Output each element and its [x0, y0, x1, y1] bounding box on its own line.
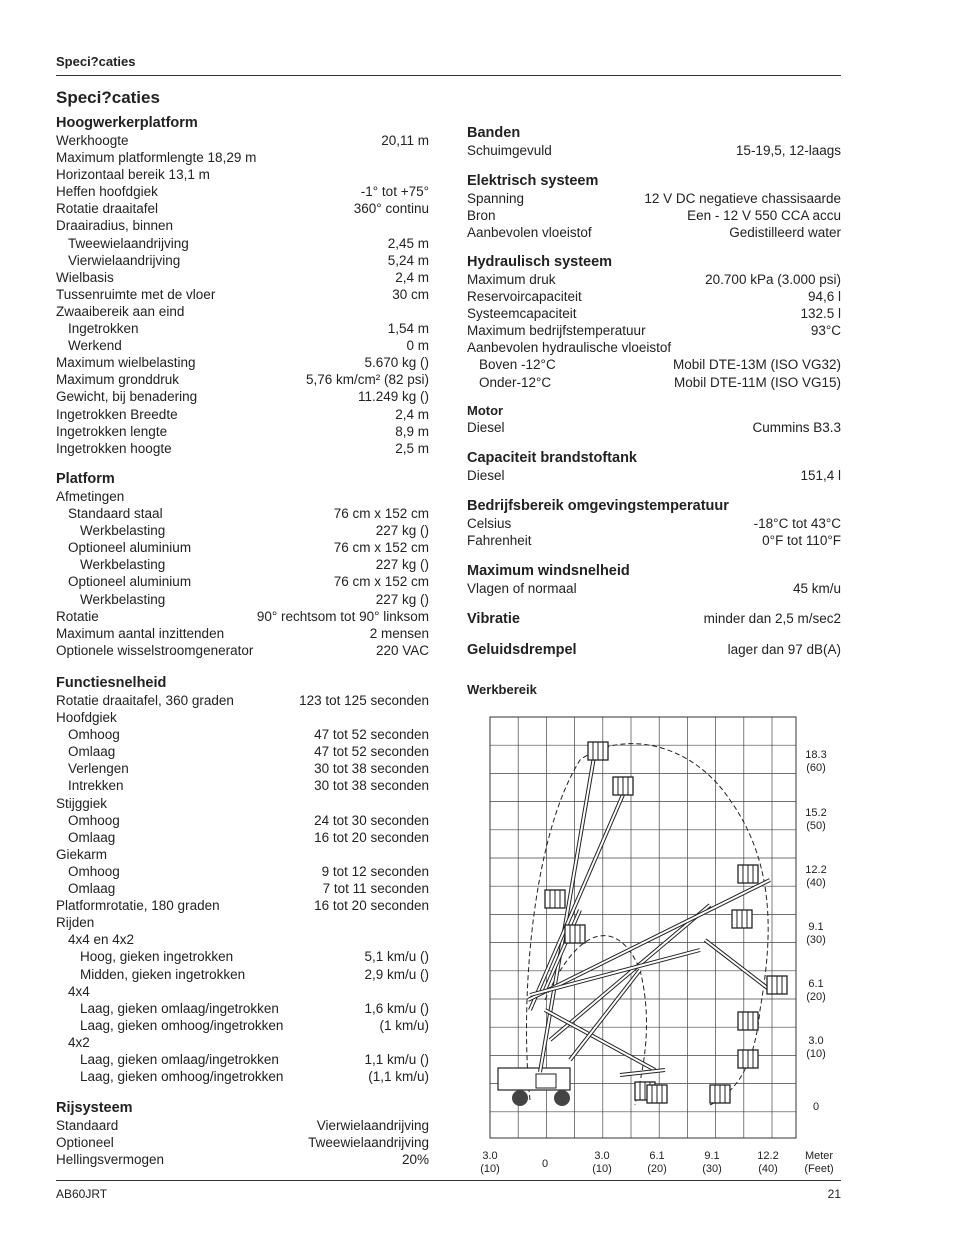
spec-value: 227 kg () [375, 557, 429, 573]
spec-row [56, 488, 429, 505]
spec-row [56, 556, 429, 573]
spec-row [56, 709, 429, 726]
spec-value: 9 tot 12 seconden [321, 863, 429, 879]
spec-value: 76 cm x 152 cm [333, 540, 429, 556]
spec-value: 360° continu [353, 201, 429, 217]
footer-page-number: 21 [827, 1187, 841, 1201]
spec-label: Diesel [467, 468, 505, 483]
y-axis-label: 15.2 [805, 807, 827, 819]
spec-label: Werkhoogte [56, 133, 129, 148]
spec-row [467, 190, 841, 207]
spec-value: 2,9 km/u () [364, 966, 429, 982]
spec-label: Celsius [467, 516, 512, 531]
spec-label: Rotatie draaitafel, 360 graden [56, 693, 234, 708]
spec-value: 11.249 kg () [357, 389, 429, 405]
spec-row [56, 522, 429, 539]
footer-rule [56, 1180, 841, 1181]
section-heading: Functiesnelheid [56, 675, 167, 691]
spec-row [56, 608, 429, 625]
spec-label: 4x2 [68, 1034, 90, 1050]
spec-row [56, 829, 429, 846]
section-heading: Hydraulisch systeem [467, 254, 613, 270]
unit-label-feet: (Feet) [804, 1163, 834, 1175]
spec-label: Vierwielaandrijving [68, 252, 181, 268]
vibratie-spec [467, 611, 841, 628]
spec-value: 76 cm x 152 cm [333, 506, 429, 522]
spec-row [56, 132, 429, 149]
spec-section [467, 450, 841, 484]
y-axis-label-feet: (50) [806, 820, 826, 832]
y-axis-label: 9.1 [808, 921, 824, 933]
spec-value: 7 tot 11 seconden [322, 881, 429, 897]
spec-value: Een - 12 V 550 CCA accu [687, 208, 841, 224]
spec-row [56, 880, 429, 897]
spec-value: (1 km/u) [379, 1017, 429, 1033]
spec-row [56, 897, 429, 914]
spec-label: Werkbelasting [80, 557, 166, 573]
spec-label: Midden, gieken ingetrokken [80, 966, 246, 982]
y-axis-label-feet: (10) [806, 1048, 826, 1060]
spec-label: Omlaag [68, 881, 116, 897]
spec-label: Ingetrokken Breedte [56, 406, 178, 422]
y-axis-label: 3.0 [808, 1035, 824, 1047]
spec-value: 1,1 km/u () [364, 1051, 429, 1067]
x-axis-label-feet: (30) [702, 1163, 722, 1175]
spec-row [467, 322, 841, 339]
spec-section [56, 471, 429, 659]
boom-arm-inner [705, 940, 770, 990]
spec-label: Hoog, gieken ingetrokken [80, 949, 234, 965]
spec-label: 4x4 [68, 983, 90, 999]
spec-value: 0°F tot 110°F [762, 533, 841, 549]
spec-value: 90° rechtsom tot 90° linksom [256, 608, 429, 624]
section-heading: Platform [56, 471, 115, 487]
spec-value: 220 VAC [375, 642, 429, 658]
spec-label: Zwaaibereik aan eind [56, 303, 185, 319]
spec-row [56, 320, 429, 337]
spec-section [467, 173, 841, 241]
werkbereik-heading: Werkbereik [467, 682, 537, 697]
spec-value: Tweewielaandrijving [308, 1135, 429, 1151]
spec-row [467, 580, 841, 597]
spec-value: 30 cm [392, 286, 429, 302]
spec-label: Maximum wielbelasting [56, 355, 196, 371]
spec-row [56, 539, 429, 556]
spec-row [56, 812, 429, 829]
x-axis-label: 3.0 [482, 1150, 498, 1162]
y-axis-label-feet: (30) [806, 934, 826, 946]
spec-row [56, 388, 429, 405]
y-axis-label-feet: (60) [806, 762, 826, 774]
spec-value: 15-19,5, 12-laags [735, 143, 841, 158]
page-title: Speci?caties [56, 88, 160, 107]
spec-section [467, 563, 841, 597]
section-heading: Capaciteit brandstoftank [467, 450, 637, 466]
x-axis-label: 9.1 [704, 1150, 720, 1162]
y-axis-label: 18.3 [805, 749, 827, 761]
spec-section [56, 1100, 429, 1168]
running-header: Speci?caties [56, 54, 136, 69]
spec-value: 1,54 m [387, 321, 429, 337]
section-heading: Maximum windsnelheid [467, 563, 630, 579]
spec-section [467, 402, 841, 436]
spec-value: 94,6 l [807, 289, 841, 305]
spec-label: Omlaag [68, 829, 116, 845]
spec-label: Onder-12°C [479, 374, 552, 390]
spec-label: Maximum gronddruk [56, 372, 180, 388]
spec-row [56, 149, 429, 166]
spec-value: 0 m [406, 338, 429, 354]
spec-row [56, 1134, 429, 1151]
spec-label: Platformrotatie, 180 graden [56, 898, 220, 914]
spec-row [56, 1051, 429, 1068]
spec-row [56, 423, 429, 440]
y-axis-label: 12.2 [805, 864, 827, 876]
header-rule [56, 75, 841, 76]
spec-label: Laag, gieken omhoog/ingetrokken [80, 1069, 284, 1085]
spec-label: Diesel [467, 420, 505, 435]
spec-row [56, 931, 429, 948]
spec-label: Standaard [56, 1118, 119, 1133]
spec-row [467, 224, 841, 241]
spec-label: Verlengen [68, 761, 129, 777]
spec-value: Gedistilleerd water [729, 225, 841, 241]
spec-label: Stijggiek [56, 795, 108, 811]
y-axis-label-feet: (40) [806, 877, 826, 889]
spec-label: Bron [467, 208, 496, 224]
spec-value: 20.700 kPa (3.000 psi) [705, 272, 841, 287]
spec-row [56, 286, 429, 303]
spec-label: Afmetingen [56, 489, 125, 504]
spec-label: Maximum platformlengte 18,29 m [56, 150, 257, 166]
spec-value: 5.670 kg () [364, 355, 429, 371]
spec-value: 45 km/u [792, 581, 841, 596]
wheel [554, 1090, 570, 1106]
x-axis-label: 0 [541, 1158, 549, 1170]
spec-label: Schuimgevuld [467, 143, 552, 158]
x-axis-label: 6.1 [649, 1150, 665, 1162]
spec-value: Mobil DTE-11M (ISO VG15) [673, 374, 841, 390]
spec-row [467, 288, 841, 305]
spec-value: 123 tot 125 seconden [299, 693, 429, 708]
spec-label: Vlagen of normaal [467, 581, 577, 596]
machine-body [498, 1068, 570, 1090]
spec-label: Omlaag [68, 744, 116, 760]
y-axis-label-feet: (20) [806, 991, 826, 1003]
spec-label: Aanbevolen hydraulische vloeistof [467, 340, 672, 356]
spec-row [56, 846, 429, 863]
footer-model: AB60JRT [56, 1187, 108, 1201]
geluid-spec [467, 642, 841, 659]
spec-value: 16 tot 20 seconden [314, 898, 429, 914]
spec-row [56, 252, 429, 269]
spec-value: 5,1 km/u () [364, 949, 429, 965]
spec-label: Systeemcapaciteit [467, 306, 577, 322]
spec-label: Standaard staal [68, 506, 163, 522]
spec-row [56, 505, 429, 522]
spec-row [467, 356, 841, 373]
spec-value: Cummins B3.3 [752, 420, 841, 435]
spec-row [56, 440, 429, 457]
spec-row [467, 339, 841, 356]
spec-value: 30 tot 38 seconden [314, 778, 429, 794]
spec-label: Optioneel [56, 1135, 114, 1151]
spec-row [56, 1034, 429, 1051]
spec-value: 227 kg () [375, 591, 429, 607]
spec-value: 2 mensen [369, 625, 429, 641]
spec-label: Boven -12°C [479, 357, 556, 373]
spec-row [56, 591, 429, 608]
spec-row [56, 948, 429, 965]
spec-value: 8,9 m [395, 423, 429, 439]
spec-value: -1° tot +75° [360, 184, 429, 200]
section-heading: Motor [467, 403, 504, 418]
spec-value: 47 tot 52 seconden [314, 727, 429, 743]
spec-label: Wielbasis [56, 269, 114, 285]
spec-value: 132.5 l [800, 306, 841, 322]
x-axis-label-feet: (40) [758, 1163, 778, 1175]
spec-value: 16 tot 20 seconden [314, 829, 429, 845]
spec-row [467, 271, 841, 288]
spec-label: Hellingsvermogen [56, 1152, 165, 1168]
spec-row [56, 743, 429, 760]
spec-value: 151,4 l [800, 468, 841, 483]
spec-row [56, 183, 429, 200]
spec-section [467, 125, 841, 159]
spec-row [467, 305, 841, 322]
spec-row [56, 573, 429, 590]
spec-label: Rijden [56, 915, 95, 931]
spec-label: Ingetrokken lengte [56, 423, 168, 439]
spec-label: Giekarm [56, 846, 108, 862]
wheel [512, 1090, 528, 1106]
spec-value: Vierwielaandrijving [316, 1118, 429, 1133]
spec-label: Omhoog [68, 863, 120, 879]
section-heading: Banden [467, 125, 521, 141]
spec-row [56, 337, 429, 354]
geluid-heading: Geluidsdrempel [467, 642, 577, 658]
spec-section [467, 254, 841, 391]
spec-row [56, 371, 429, 388]
spec-value: 20% [401, 1152, 429, 1168]
spec-row [56, 760, 429, 777]
x-axis-label: 3.0 [594, 1150, 610, 1162]
spec-label: Ingetrokken hoogte [56, 440, 172, 456]
spec-row [56, 642, 429, 659]
spec-row [56, 914, 429, 931]
spec-row [467, 142, 841, 159]
spec-label: Ingetrokken [68, 321, 139, 337]
spec-label: Optionele wisselstroomgenerator [56, 642, 254, 658]
spec-row [467, 532, 841, 549]
spec-section [56, 115, 429, 457]
spec-row [467, 374, 841, 391]
spec-row [56, 200, 429, 217]
spec-label: Reservoircapaciteit [467, 289, 582, 305]
spec-row [56, 354, 429, 371]
spec-row [467, 207, 841, 224]
vibratie-heading: Vibratie [467, 611, 520, 627]
spec-row [56, 166, 429, 183]
spec-label: 4x4 en 4x2 [68, 932, 135, 948]
spec-row [56, 692, 429, 709]
spec-label: Horizontaal bereik 13,1 m [56, 167, 210, 183]
spec-value: 2,4 m [395, 406, 429, 422]
x-axis-label-feet: (10) [592, 1163, 612, 1175]
spec-label: Rotatie draaitafel [56, 201, 159, 217]
spec-value: -18°C tot 43°C [753, 516, 841, 531]
spec-row [56, 269, 429, 286]
unit-label: Meter [804, 1150, 834, 1162]
spec-value: 93°C [810, 323, 841, 339]
spec-label: Werkend [68, 338, 122, 354]
spec-label: Werkbelasting [80, 591, 166, 607]
y-axis-label: 6.1 [808, 978, 824, 990]
spec-value: 24 tot 30 seconden [314, 812, 429, 828]
spec-row [467, 515, 841, 532]
spec-row [56, 1000, 429, 1017]
spec-row [56, 983, 429, 1000]
working-range-diagram [470, 710, 850, 1180]
section-heading: Hoogwerkerplatform [56, 115, 198, 131]
spec-row [56, 217, 429, 234]
spec-label: Fahrenheit [467, 533, 532, 549]
spec-row [56, 777, 429, 794]
spec-label: Laag, gieken omlaag/ingetrokken [80, 1051, 279, 1067]
spec-row [56, 726, 429, 743]
spec-value: 1,6 km/u () [364, 1000, 429, 1016]
spec-value: 12 V DC negatieve chassisaarde [644, 191, 841, 206]
spec-row [56, 625, 429, 642]
spec-label: Aanbevolen vloeistof [467, 225, 592, 241]
spec-label: Draairadius, binnen [56, 218, 174, 234]
spec-row [56, 863, 429, 880]
vibratie-value: minder dan 2,5 m/sec2 [703, 611, 841, 626]
spec-label: Laag, gieken omhoog/ingetrokken [80, 1017, 284, 1033]
spec-label: Werkbelasting [80, 523, 166, 539]
spec-row [467, 419, 841, 436]
section-heading: Rijsysteem [56, 1100, 133, 1116]
spec-label: Maximum bedrijfstemperatuur [467, 323, 646, 339]
spec-value: 2,45 m [387, 235, 429, 251]
x-axis-label: 12.2 [757, 1150, 779, 1162]
spec-label: Spanning [467, 191, 525, 206]
spec-value: 2,4 m [395, 269, 429, 285]
spec-label: Omhoog [68, 812, 120, 828]
spec-label: Hoofdgiek [56, 710, 117, 726]
spec-row [56, 303, 429, 320]
spec-label: Maximum aantal inzittenden [56, 625, 225, 641]
spec-label: Optioneel aluminium [68, 540, 192, 556]
spec-row [56, 1068, 429, 1085]
spec-label: Tweewielaandrijving [68, 235, 189, 251]
spec-row [56, 966, 429, 983]
spec-section [56, 675, 429, 1085]
spec-value: 20,11 m [381, 133, 429, 148]
spec-label: Intrekken [68, 778, 124, 794]
spec-label: Tussenruimte met de vloer [56, 286, 216, 302]
spec-value: (1,1 km/u) [368, 1069, 429, 1085]
spec-row [56, 795, 429, 812]
x-axis-label-feet: (10) [480, 1163, 500, 1175]
spec-value: 227 kg () [375, 523, 429, 539]
spec-label: Heffen hoofdgiek [56, 184, 158, 200]
spec-value: 2,5 m [395, 440, 429, 456]
spec-row [56, 1017, 429, 1034]
spec-row [56, 1151, 429, 1168]
spec-value: Mobil DTE-13M (ISO VG32) [672, 357, 841, 373]
spec-label: Rotatie [56, 608, 99, 624]
spec-row [467, 467, 841, 484]
spec-label: Optioneel aluminium [68, 574, 192, 590]
spec-value: 47 tot 52 seconden [314, 744, 429, 760]
spec-value: 76 cm x 152 cm [333, 574, 429, 590]
spec-value: 30 tot 38 seconden [314, 761, 429, 777]
spec-value: 5,24 m [387, 252, 429, 268]
spec-value: 5,76 km/cm² (82 psi) [305, 372, 429, 388]
spec-row [56, 1117, 429, 1134]
spec-label: Maximum druk [467, 272, 556, 287]
spec-row [56, 235, 429, 252]
x-axis-label-feet: (20) [647, 1163, 667, 1175]
spec-section [467, 498, 841, 549]
spec-row [56, 406, 429, 423]
section-heading: Elektrisch systeem [467, 173, 599, 189]
y-axis-label: 0 [812, 1101, 820, 1113]
section-heading: Bedrijfsbereik omgevingstemperatuur [467, 498, 729, 514]
spec-label: Gewicht, bij benadering [56, 389, 198, 405]
spec-label: Omhoog [68, 727, 120, 743]
spec-label: Laag, gieken omlaag/ingetrokken [80, 1000, 279, 1016]
geluid-value: lager dan 97 dB(A) [727, 642, 841, 657]
